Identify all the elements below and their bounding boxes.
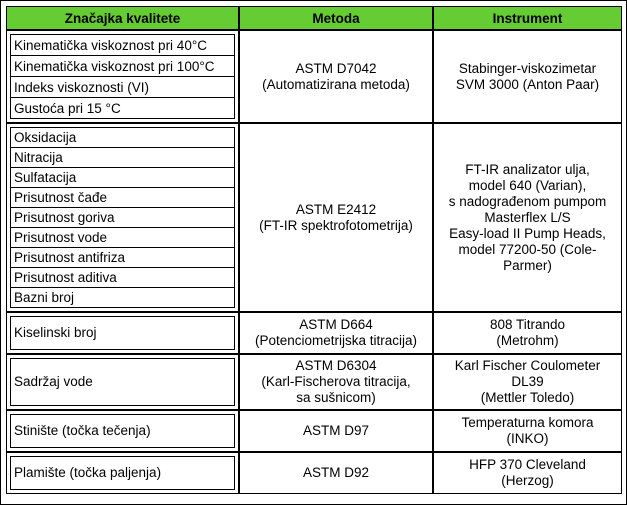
method-cell (239, 123, 433, 312)
method-line: (FT-IR spektrofotometrija) (259, 217, 413, 233)
method-line: ASTM D92 (302, 465, 370, 480)
header-row (6, 6, 622, 30)
method-cell (239, 410, 433, 452)
instrument-cell (433, 354, 622, 410)
feature-item: Prisutnost aditiva (11, 268, 235, 288)
feature-item: Bazni broj (11, 288, 235, 308)
method-cell (239, 30, 433, 123)
feature-group-ftir (6, 123, 239, 312)
feature-item: Stinište (točka tečenja) (10, 414, 235, 448)
feature-item: Kinematička viskoznost pri 100°C (11, 56, 235, 77)
instrument-cell (433, 30, 622, 123)
feature-group-water (6, 354, 239, 410)
instrument-line: Masterflex L/S (484, 209, 571, 225)
instrument-line: 808 Titrando (489, 317, 566, 332)
feature-item: Oksidacija (11, 128, 235, 148)
feature-item: Kinematička viskoznost pri 40°C (11, 35, 235, 56)
instrument-line: DL39 (511, 374, 544, 389)
table-row-acid-number (6, 312, 622, 354)
instrument-line: Temperaturna komora (461, 415, 594, 430)
instrument-line: HFP 370 Cleveland (469, 457, 586, 472)
instrument-line: (INKO) (506, 431, 549, 446)
header-feature: Značajka kvalitete (6, 6, 239, 30)
table-row-group-viscosity (6, 30, 622, 123)
feature-item: Sulfatacija (11, 168, 235, 188)
feature-group-pour (6, 410, 239, 452)
instrument-line: SVM 3000 (Anton Paar) (455, 76, 600, 92)
feature-item: Nitracija (11, 148, 235, 168)
instrument-line: model 77200-50 (Cole- (458, 241, 597, 257)
method-line: ASTM E2412 (295, 201, 377, 217)
feature-group-acid (6, 312, 239, 354)
instrument-line: model 640 (Varian), (468, 177, 587, 193)
method-cell (239, 354, 433, 410)
header-instrument: Instrument (433, 6, 622, 30)
table-row-water-content (6, 354, 622, 410)
table-row-group-ftir (6, 123, 622, 312)
feature-item: Prisutnost goriva (11, 208, 235, 228)
feature-group-viscosity (6, 30, 239, 123)
method-line: (Karl-Fischerova titracija, (261, 374, 411, 389)
table-row-pour-point (6, 410, 622, 452)
instrument-cell (433, 123, 622, 312)
feature-item: Sadržaj vode (10, 358, 235, 406)
feature-item: Prisutnost vode (11, 228, 235, 248)
feature-item: Kiselinski broj (10, 316, 235, 350)
instrument-line: Karl Fischer Coulometer (454, 358, 601, 373)
method-line: (Potenciometrijska titracija) (254, 333, 418, 348)
instrument-cell (433, 312, 622, 354)
feature-item: Indeks viskoznosti (VI) (11, 77, 235, 98)
feature-group-flash (6, 452, 239, 494)
instrument-line: (Metrohm) (496, 333, 559, 348)
feature-item: Prisutnost antifriza (11, 248, 235, 268)
method-line: (Automatizirana metoda) (262, 76, 410, 92)
instrument-line: Stabinger-viskozimetar (458, 60, 597, 76)
method-line: sa sušnicom) (296, 390, 376, 405)
feature-item: Plamište (točka paljenja) (10, 456, 235, 490)
method-cell (239, 452, 433, 494)
instrument-line: FT-IR analizator ulja, (465, 161, 590, 177)
instrument-line: Easy-load II Pump Heads, (449, 225, 606, 241)
feature-item: Prisutnost čađe (11, 188, 235, 208)
header-method: Metoda (239, 6, 433, 30)
method-cell (239, 312, 433, 354)
feature-item: Gustoća pri 15 °C (11, 98, 235, 119)
method-line: ASTM D7042 (295, 60, 377, 76)
instrument-cell (433, 452, 622, 494)
method-line: ASTM D664 (299, 317, 373, 332)
quality-methods-table (6, 6, 622, 494)
instrument-line: (Mettler Toledo) (480, 390, 575, 405)
method-line: ASTM D97 (302, 423, 370, 438)
instrument-cell (433, 410, 622, 452)
instrument-line: s nadograđenom pumpom (448, 193, 607, 209)
method-line: ASTM D6304 (295, 358, 377, 373)
instrument-line: Parmer) (503, 257, 552, 273)
instrument-line: (Herzog) (501, 473, 554, 488)
table-row-flash-point (6, 452, 622, 494)
